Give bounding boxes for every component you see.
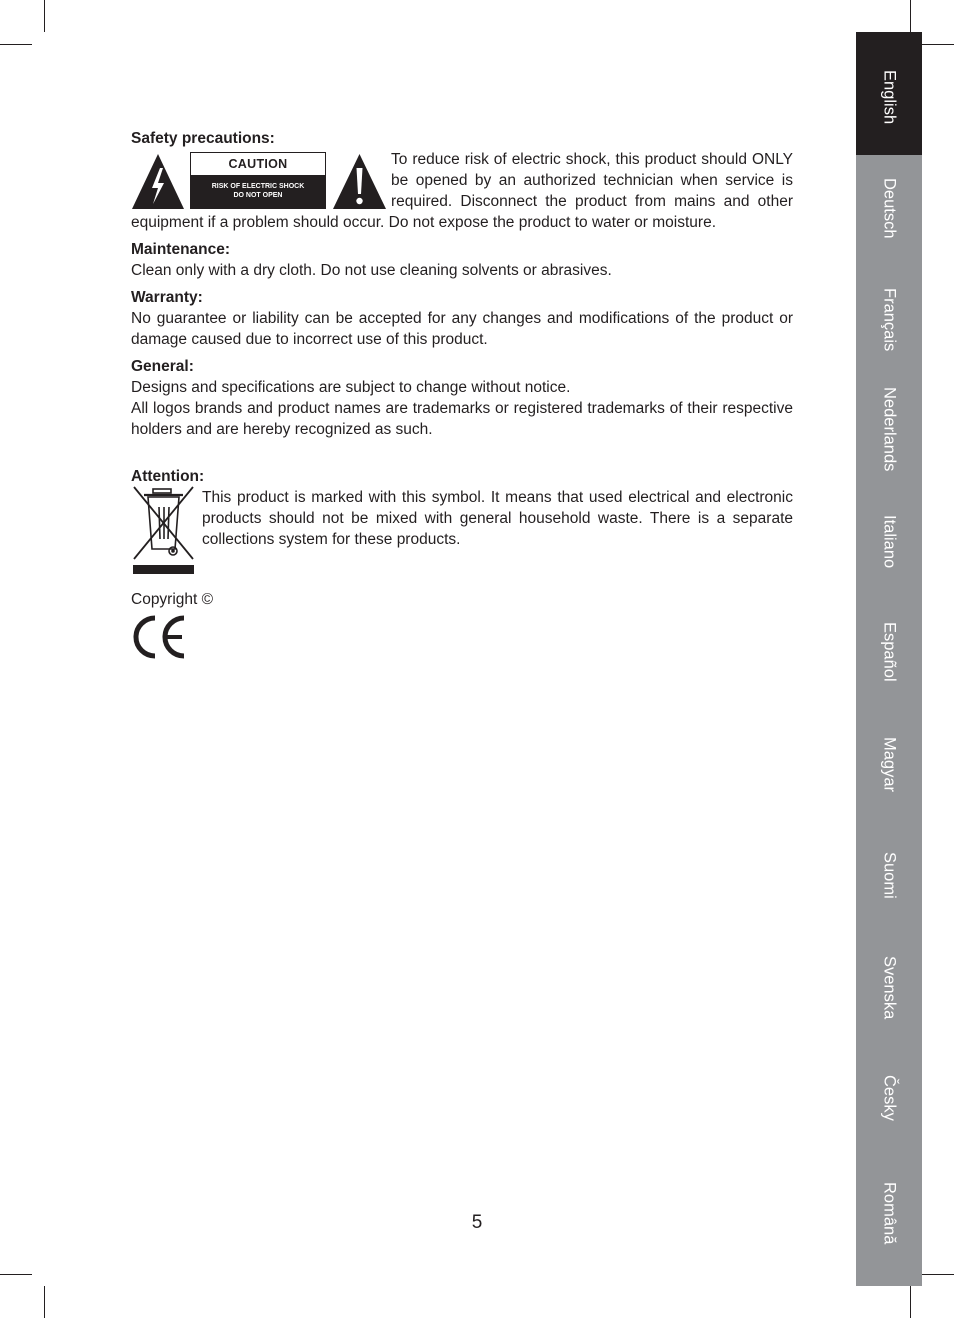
- maintenance-heading: Maintenance:: [131, 241, 231, 258]
- weee-symbol: [131, 485, 197, 575]
- warranty-section: [131, 287, 793, 350]
- exclamation-warning-icon: [332, 152, 387, 210]
- safety-text: To reduce risk of electric shock, this product should ONLY be opened by an authorized technician when service is required. Disconnect the product from mains and other equipment if a problem should occur. Do not expose the product to water or moisture.: [131, 151, 793, 231]
- safety-warning-icons: [131, 149, 387, 209]
- caution-title: CAUTION: [228, 157, 288, 171]
- general-heading: General:: [131, 358, 194, 375]
- crop-mark: [922, 44, 954, 45]
- attention-heading: Attention:: [131, 468, 205, 485]
- tab-italiano[interactable]: [856, 515, 922, 568]
- warranty-text: No guarantee or liability can be accepted for any changes and modifications of the product or damage caused due to incorrect use of this product.: [131, 310, 793, 348]
- tab-deutsch[interactable]: [856, 178, 922, 239]
- safety-heading: Safety precautions:: [131, 130, 275, 147]
- ce-mark-icon: [131, 614, 189, 660]
- tab-label: Magyar: [880, 737, 899, 793]
- tab-cesky[interactable]: [856, 1075, 922, 1121]
- page-number: 5: [471, 1212, 483, 1233]
- warranty-heading: Warranty:: [131, 289, 203, 306]
- crop-mark: [910, 0, 911, 32]
- weee-crossed-bin-icon: [131, 485, 197, 575]
- caution-subtitle: [191, 175, 325, 208]
- lightning-warning-icon: [131, 152, 185, 210]
- safety-section: [131, 128, 793, 233]
- tab-nederlands[interactable]: [856, 387, 922, 471]
- tab-suomi[interactable]: [856, 852, 922, 899]
- crop-mark: [910, 1286, 911, 1318]
- tab-label: Français: [880, 288, 899, 352]
- tab-magyar[interactable]: [856, 737, 922, 792]
- caution-line-1: RISK OF ELECTRIC SHOCK: [211, 183, 305, 190]
- tab-label: Suomi: [880, 852, 899, 899]
- tab-label: Svenska: [880, 956, 899, 1020]
- crop-mark: [0, 44, 32, 45]
- tab-espanol[interactable]: [856, 622, 922, 682]
- maintenance-section: [131, 239, 793, 281]
- tab-label: Česky: [880, 1075, 899, 1121]
- crop-mark: [0, 1274, 32, 1275]
- attention-text: This product is marked with this symbol. It means that used electrical and electronic products should not be mixed with general household waste. There is a separate collections system for these products.: [202, 489, 793, 548]
- tab-label: Italiano: [880, 515, 899, 569]
- caution-line-2: DO NOT OPEN: [233, 192, 283, 199]
- crop-mark: [44, 1286, 45, 1318]
- tab-label: Deutsch: [880, 178, 899, 239]
- tab-francais[interactable]: [856, 288, 922, 351]
- tab-english[interactable]: [856, 32, 922, 155]
- crop-mark: [922, 1274, 954, 1275]
- maintenance-text: Clean only with a dry cloth. Do not use cleaning solvents or abrasives.: [131, 262, 612, 279]
- attention-section: [131, 466, 793, 575]
- copyright-text: Copyright ©: [131, 591, 214, 608]
- caution-label: [190, 152, 326, 209]
- general-text-2: All logos brands and product names are trademarks or registered trademarks of their respective holders and are hereby recognized as such.: [131, 400, 793, 438]
- crop-mark: [44, 0, 45, 32]
- tab-label: Español: [880, 622, 899, 682]
- manual-content: [131, 128, 793, 666]
- tab-label: Nederlands: [880, 387, 899, 472]
- tab-label: Română: [880, 1182, 899, 1245]
- general-section: [131, 356, 793, 440]
- tab-svenska[interactable]: [856, 956, 922, 1019]
- tab-label: English: [880, 70, 899, 125]
- general-text-1: Designs and specifications are subject to change without notice.: [131, 379, 571, 396]
- language-tabs: [856, 32, 922, 1286]
